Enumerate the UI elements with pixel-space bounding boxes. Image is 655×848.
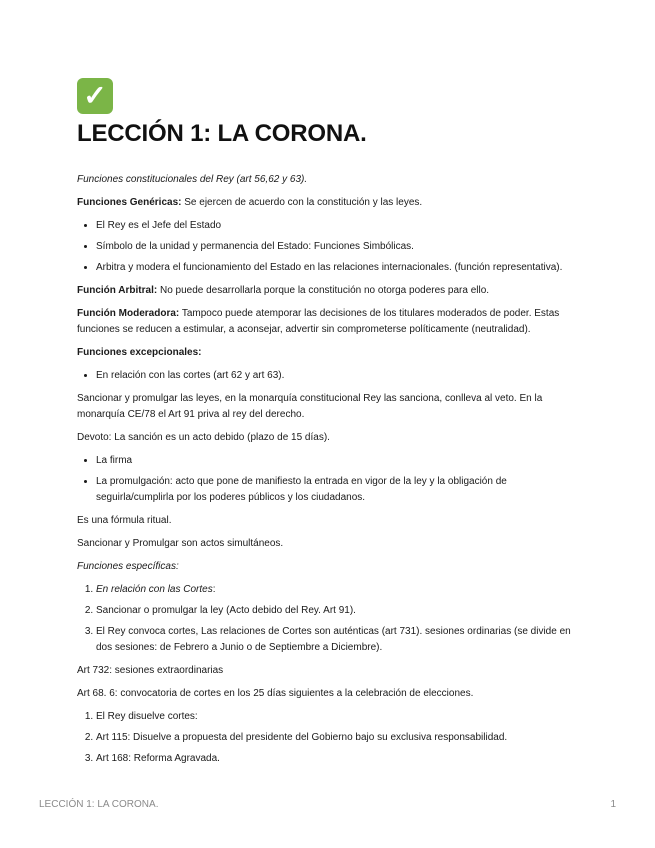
excepcionales-label: Funciones excepcionales: [77,347,202,358]
especificas-heading [77,559,579,575]
art732-paragraph: Art 732: sesiones extraordinarias [77,665,224,676]
especificas-label: Funciones específicas: [77,561,179,572]
simultaneos-paragraph: Sancionar y Promulgar son actos simultáneos. [77,538,284,549]
list-item: 3. Art 168: Reforma Agravada. [96,751,579,767]
list-item: 2. Art 115: Disuelve a propuesta del presidente del Gobierno bajo su exclusiva responsabilidad. [96,730,579,746]
list-item: • El Rey es el Jefe del Estado [96,218,579,234]
page-number: 1 [610,799,616,810]
moderadora-paragraph [77,306,579,338]
list-item: • La firma [96,453,579,469]
list-item: 3. El Rey convoca cortes, Las relaciones de Cortes son auténticas (art 731). sesiones ordinarias (se divide en dos sesiones: de Febrero a Junio o de Septiembre a Diciembre). [96,624,579,656]
genericas-paragraph [77,195,579,211]
page-title: LECCIÓN 1: LA CORONA. [77,120,367,147]
list-item: • En relación con las cortes (art 62 y art 63). [96,368,579,384]
intro-text: Funciones constitucionales del Rey (art 56,62 y 63). [77,174,308,185]
list-item: • La promulgación: acto que pone de manifiesto la entrada en vigor de la ley y la obligación de seguirla/cumplirla por los poderes públicos y los ciudadanos. [96,474,579,506]
footer-title: LECCIÓN 1: LA CORONA. [39,799,159,810]
moderadora-label: Función Moderadora: [77,308,180,319]
especificas-list [77,582,579,656]
document-page [77,78,579,774]
firma-list [77,453,579,506]
list-item: • Arbitra y modera el funcionamiento del Estado en las relaciones internacionales. (función representativa). [96,260,579,276]
arbitral-label: Función Arbitral: [77,285,158,296]
page-footer [39,799,616,810]
excepcionales-heading [77,345,579,361]
check-mark-icon: ✓ [77,78,113,114]
excepcionales-list [77,368,579,384]
arbitral-text: No puede desarrollarla porque la constitución no otorga poderes para ello. [157,285,490,296]
genericas-label: Funciones Genéricas: [77,197,182,208]
list-item [96,582,579,598]
especificas-item1-text: En relación con las Cortes [96,584,213,595]
art68-paragraph: Art 68. 6: convocatoria de cortes en los 25 días siguientes a la celebración de elecciones. [77,688,474,699]
list-item: 1. El Rey disuelve cortes: [96,709,579,725]
especificas-item1-suffix: : [212,584,216,595]
genericas-list [77,218,579,276]
devoto-paragraph: Devoto: La sanción es un acto debido (plazo de 15 días). [77,432,330,443]
list-item: • Símbolo de la unidad y permanencia del Estado: Funciones Simbólicas. [96,239,579,255]
genericas-text: Se ejercen de acuerdo con la constitución y las leyes. [181,197,423,208]
sancionar-paragraph: Sancionar y promulgar las leyes, en la monarquía constitucional Rey las sanciona, conlleva al veto. En la monarquía CE/78 el Art 91 priva al rey del derecho. [77,393,543,420]
disuelve-list [77,709,579,767]
list-item: 2. Sancionar o promulgar la ley (Acto debido del Rey. Art 91). [96,603,579,619]
arbitral-paragraph [77,283,579,299]
formula-paragraph: Es una fórmula ritual. [77,515,172,526]
moderadora-text: Tampoco puede atemporar las decisiones de los titulares moderados de poder. Estas funciones se reducen a estimular, a aconsejar, advertir sin comprometerse políticamente (neutralidad). [77,308,560,335]
intro-paragraph [77,172,579,188]
